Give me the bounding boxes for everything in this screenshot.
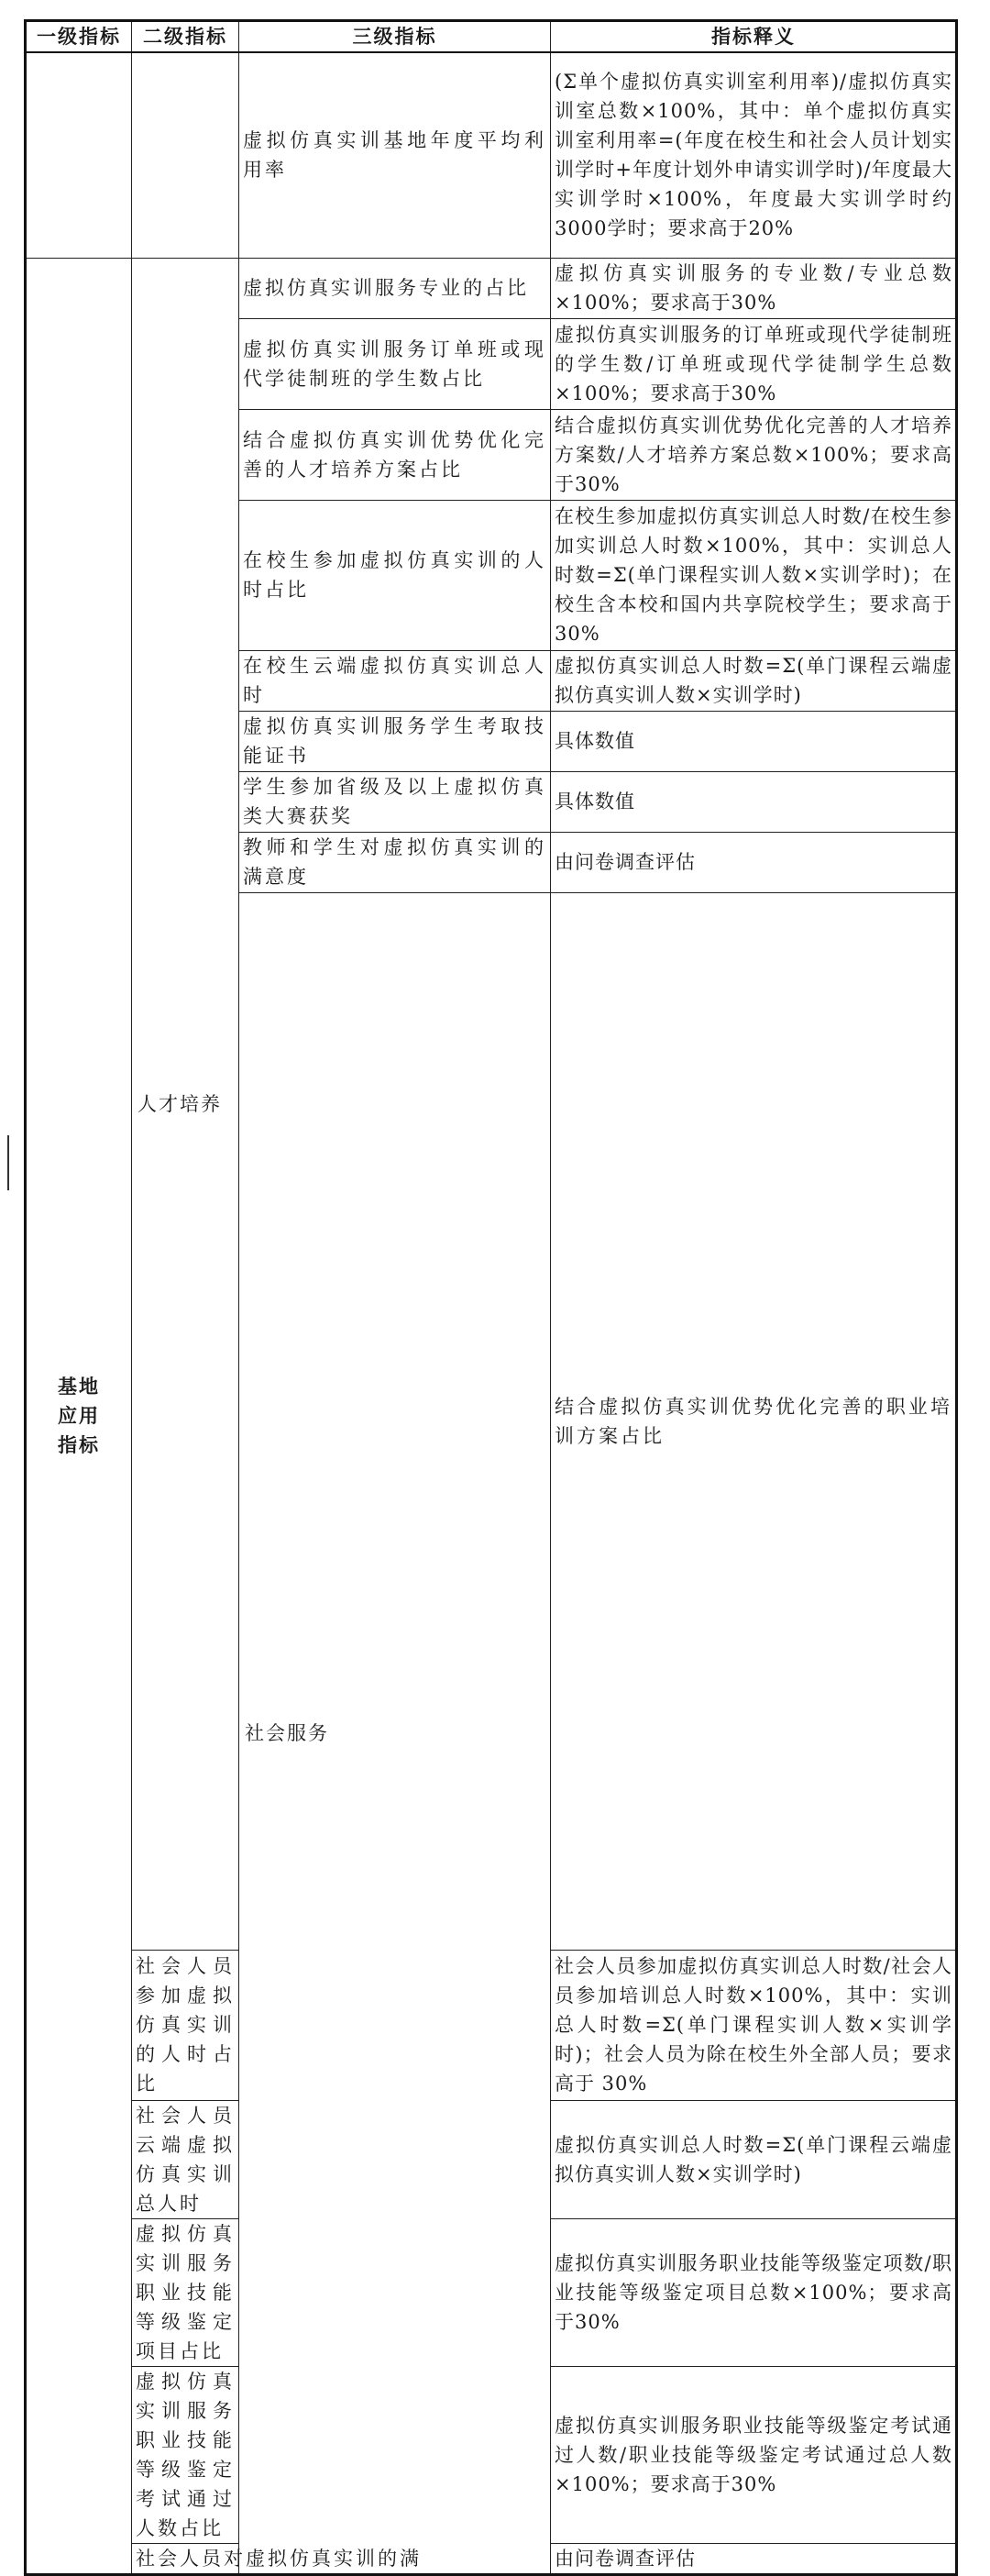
indicator-definition: 虚拟仿真实训服务的专业数/专业总数×100%；要求高于30%: [551, 258, 957, 318]
margin-mark: [7, 1135, 9, 1190]
indicator-definition: 具体数值: [551, 711, 957, 771]
table-row: [26, 52, 957, 258]
header-level3: 三级指标: [239, 21, 551, 53]
indicator-definition: 在校生参加虚拟仿真实训总人时数/在校生参加实训总人时数×100%，其中：实训总人时数=Σ(单门课程实训人数×实训学时)；在校生含本校和国内共享院校学生；要求高于30%: [551, 500, 957, 650]
indicator-name: 虚拟仿真实训服务职业技能等级鉴定考试通过人数占比: [132, 2366, 239, 2543]
indicator-name: 社会人员云端虚拟仿真实训总人时: [132, 2100, 239, 2218]
indicator-name: 结合虚拟仿真实训优势优化完善的人才培养方案占比: [239, 409, 551, 500]
header-definition: 指标释义: [551, 21, 957, 53]
level2-social-service: 社会服务: [239, 892, 551, 2574]
level2-talent-training: 人才培养: [132, 258, 239, 1950]
level2-cell-empty: [132, 52, 239, 258]
level1-base-application: [26, 258, 132, 2574]
table-row: [26, 258, 957, 318]
indicator-table: [24, 19, 958, 2576]
indicator-definition: 虚拟仿真实训服务的订单班或现代学徒制班的学生数/订单班或现代学徒制学生总数×100%；要求高于30%: [551, 318, 957, 409]
indicator-name: 社会人员对虚拟仿真实训的满: [132, 2543, 239, 2574]
header-row: [26, 21, 957, 53]
header-level2: 二级指标: [132, 21, 239, 53]
indicator-name: 虚拟仿真实训服务订单班或现代学徒制班的学生数占比: [239, 318, 551, 409]
indicator-name: 教师和学生对虚拟仿真实训的满意度: [239, 832, 551, 892]
indicator-definition: 社会人员参加虚拟仿真实训总人时数/社会人员参加培训总人时数×100%，其中：实训总人时数=Σ(单门课程实训人数×实训学时)；社会人员为除在校生外全部人员；要求高于 30%: [551, 1950, 957, 2100]
indicator-table-container: [24, 19, 955, 2576]
indicator-name: 虚拟仿真实训服务职业技能等级鉴定项目占比: [132, 2218, 239, 2366]
indicator-name: 虚拟仿真实训服务专业的占比: [239, 258, 551, 318]
indicator-definition: 由问卷调查评估: [551, 832, 957, 892]
indicator-definition: (Σ单个虚拟仿真实训室利用率)/虚拟仿真实训室总数×100%，其中：单个虚拟仿真实训室利用率=(年度在校生和社会人员计划实训学时+年度计划外申请实训学时)/年度最大实训学时×100%，年度最大实训学时约3000学时；要求高于20%: [551, 52, 957, 258]
indicator-definition: 由问卷调查评估: [551, 2543, 957, 2574]
level1-label: 基地 应用 指标: [58, 1374, 100, 1456]
indicator-definition: 结合虚拟仿真实训优势优化完善的人才培养方案数/人才培养方案总数×100%；要求高于30%: [551, 409, 957, 500]
indicator-name: 在校生云端虚拟仿真实训总人时: [239, 650, 551, 711]
indicator-name: 结合虚拟仿真实训优势优化完善的职业培训方案占比: [551, 892, 957, 1950]
indicator-name: 虚拟仿真实训基地年度平均利用率: [239, 52, 551, 258]
indicator-definition: 虚拟仿真实训总人时数=Σ(单门课程云端虚拟仿真实训人数×实训学时): [551, 650, 957, 711]
indicator-name: 在校生参加虚拟仿真实训的人时占比: [239, 500, 551, 650]
indicator-definition: 虚拟仿真实训总人时数=Σ(单门课程云端虚拟仿真实训人数×实训学时): [551, 2100, 957, 2218]
indicator-name: 社会人员参加虚拟仿真实训的人时占比: [132, 1950, 239, 2100]
indicator-name: 学生参加省级及以上虚拟仿真类大赛获奖: [239, 771, 551, 832]
header-level1: 一级指标: [26, 21, 132, 53]
indicator-definition: 虚拟仿真实训服务职业技能等级鉴定项数/职业技能等级鉴定项目总数×100%；要求高于30%: [551, 2218, 957, 2366]
indicator-definition: 虚拟仿真实训服务职业技能等级鉴定考试通过人数/职业技能等级鉴定考试通过总人数×100%；要求高于30%: [551, 2366, 957, 2543]
indicator-name: 虚拟仿真实训服务学生考取技能证书: [239, 711, 551, 771]
level1-cell-empty: [26, 52, 132, 258]
indicator-definition: 具体数值: [551, 771, 957, 832]
